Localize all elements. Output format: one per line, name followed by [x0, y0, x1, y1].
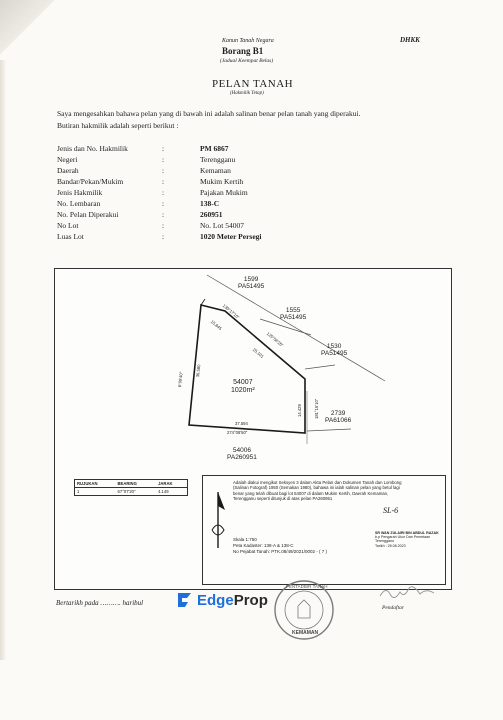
detail-value: Terengganu — [200, 155, 236, 164]
stamp-bottom-text: KEMAMAN — [292, 630, 319, 636]
detail-row — [57, 166, 457, 177]
neighbor-lot-number: 2739 — [330, 410, 346, 417]
neighbor-boundary-line — [207, 275, 385, 381]
detail-row — [57, 188, 457, 199]
lot-number: 54007 — [233, 379, 253, 386]
certification-line-2: Butiran hakmilik adalah seperti berikut : — [57, 121, 179, 130]
detail-label: Jenis dan No. Hakmilik — [57, 144, 128, 153]
detail-row — [57, 144, 457, 155]
detail-label: Luas Lot — [57, 232, 84, 241]
page-edge-shadow — [0, 60, 6, 660]
detail-label: Bandar/Pekan/Mukim — [57, 177, 124, 186]
signer-name: SR WAN ZULAIRI BIN ABDUL RAZAK — [375, 531, 439, 535]
neighbor-lot-1599 — [238, 276, 264, 290]
office-heading: Kanun Tanah Negara — [222, 38, 274, 44]
neighbor-lot-number: 1530 — [326, 343, 342, 350]
detail-row — [57, 210, 457, 221]
detail-value: 260951 — [200, 210, 223, 219]
folded-corner — [0, 0, 60, 60]
neighbor-lot-54006 — [227, 447, 257, 461]
detail-row — [57, 177, 457, 188]
detail-colon: : — [162, 188, 165, 197]
distance-right-diagonal: 25.101 — [251, 347, 265, 360]
edgeprop-watermark — [175, 589, 268, 611]
signer-date: Tarikh : 28.08.2023 — [375, 543, 406, 548]
distance-bottom: 37.594 — [235, 421, 248, 426]
detail-colon: : — [162, 155, 165, 164]
reference-table-header — [75, 480, 187, 488]
neighbor-lot-1555 — [280, 307, 306, 321]
detail-label: No. Lembaran — [57, 199, 101, 208]
north-arrow-icon — [209, 490, 227, 555]
lot-label — [231, 379, 255, 395]
detail-value: 138-C — [200, 199, 220, 208]
neighbor-plan-number: PA260951 — [227, 454, 257, 461]
signer-state: Terengganu — [375, 539, 394, 544]
header-rujukan: RUJUKAN — [77, 481, 98, 486]
detail-label: Negeri — [57, 155, 78, 164]
certification-line-1: Saya mengesahkan bahawa pelan yang di bawah ini adalah salinan benar pelan tanah yang diperakui. — [57, 109, 361, 118]
distance-right: 14.429 — [297, 404, 302, 417]
neighbor-plan-number: PA51495 — [238, 283, 265, 290]
document-subtitle: (Hakmilik Tetap) — [230, 91, 264, 96]
detail-colon: : — [162, 210, 165, 219]
registrar-label: Pendaftar — [382, 605, 404, 611]
signature-mark: SL-6 — [383, 506, 399, 515]
bearing-bottom: 274°08'50" — [227, 430, 248, 435]
neighbor-boundary-line — [305, 365, 335, 369]
cell-jarak: 4.149 — [158, 489, 169, 494]
detail-label: No Lot — [57, 221, 79, 230]
detail-label: Jenis Hakmilik — [57, 188, 103, 197]
stamp-top-text: PENTADBIR TANAH — [286, 584, 328, 589]
detail-colon: : — [162, 166, 165, 175]
neighbor-plan-number: PA51495 — [280, 314, 307, 321]
detail-value: Mukim Kertih — [200, 177, 244, 186]
header-bearing: BEARING — [117, 481, 137, 486]
bearing-right-diagonal: 125°56'20" — [265, 331, 285, 348]
signer-title: b.p Pengarah Ukur Dan Pemetaan — [375, 535, 431, 540]
detail-value: Pajakan Mukim — [200, 188, 248, 197]
neighbor-boundary-line — [307, 429, 351, 431]
signer-block — [375, 531, 443, 548]
neighbor-plan-number: PA61066 — [325, 417, 352, 424]
brand-edge: Edge — [197, 591, 234, 609]
survey-mark — [201, 299, 205, 305]
land-office-stamp — [272, 578, 336, 647]
brand-prop: Prop — [233, 591, 268, 609]
plan-references — [233, 537, 327, 554]
bearing-left: 6°09'40" — [177, 371, 184, 388]
document-title: PELAN TANAH — [212, 78, 294, 90]
detail-value: PM 6867 — [200, 144, 229, 153]
certification-note-box — [202, 475, 446, 585]
detail-row — [57, 221, 457, 232]
land-office-ref: No Pejabat Tanah: PTK.08/49/2021/0002 - ( 7 ) — [233, 548, 327, 554]
neighbor-lot-number: 54006 — [232, 447, 251, 454]
cell-rujukan: 1 — [77, 489, 80, 494]
reference-table — [74, 479, 188, 496]
lot-area: 1020m² — [231, 387, 255, 394]
detail-row — [57, 155, 457, 166]
detail-colon: : — [162, 221, 165, 230]
detail-colon: : — [162, 177, 165, 186]
detail-colon: : — [162, 144, 165, 153]
form-title: Borang B1 — [222, 46, 264, 56]
form-code: DHKK — [400, 36, 420, 44]
form-subtitle: (Jadual Keempat Belas) — [220, 58, 274, 64]
lot-boundary — [189, 305, 305, 433]
detail-label: Daerah — [57, 166, 79, 175]
scale-text: Skala 1:750 — [233, 537, 257, 542]
distance-left: 36.580 — [195, 364, 202, 378]
neighbor-lot-number: 1599 — [243, 276, 259, 283]
cell-bearing: 67°07'20" — [117, 489, 136, 494]
detail-row — [57, 232, 457, 243]
neighbor-lot-number: 1555 — [285, 307, 301, 314]
detail-colon: : — [162, 232, 165, 241]
detail-row — [57, 199, 457, 210]
bearing-right: 181°16'10" — [314, 398, 319, 419]
bearing-top: 130°17'10" — [221, 303, 241, 320]
dated-line: Bertarikh pada ………. haribul — [56, 599, 144, 607]
detail-value: Kemaman — [200, 166, 231, 175]
distance-top: 15.845 — [209, 319, 223, 332]
neighbor-plan-number: PA51495 — [321, 350, 348, 357]
detail-value: No. Lot 54007 — [200, 221, 244, 230]
edgeprop-logo-icon — [175, 589, 197, 611]
detail-value: 1020 Meter Persegi — [200, 232, 262, 241]
detail-label: No. Pelan Diperakui — [57, 210, 119, 219]
certification-note-text: Adalah diakui mengikut Seksyen 3 dalam Akta Pelan dan Dokumen Tanah dan Lombong (Salinan Fotograf) 1950 (Semakan 1980), bahawa ini ialah salinan pelan yang betul lagi benar yang telah dibuat bagi lot 54007 di dalam Mukim Kertih, Daerah Kemaman, Terengganu seperti ditunjuk di atas pelan PA260951 — [233, 480, 402, 501]
cadastral-sheet: Peta Kadaster: 138-A & 138-C — [233, 542, 294, 548]
neighbor-lot-1530 — [321, 343, 347, 357]
detail-colon: : — [162, 199, 165, 208]
header-jarak: JARAK — [158, 481, 173, 486]
neighbor-lot-2739 — [325, 410, 351, 424]
table-row — [75, 488, 187, 495]
registrar-signature — [378, 584, 438, 607]
